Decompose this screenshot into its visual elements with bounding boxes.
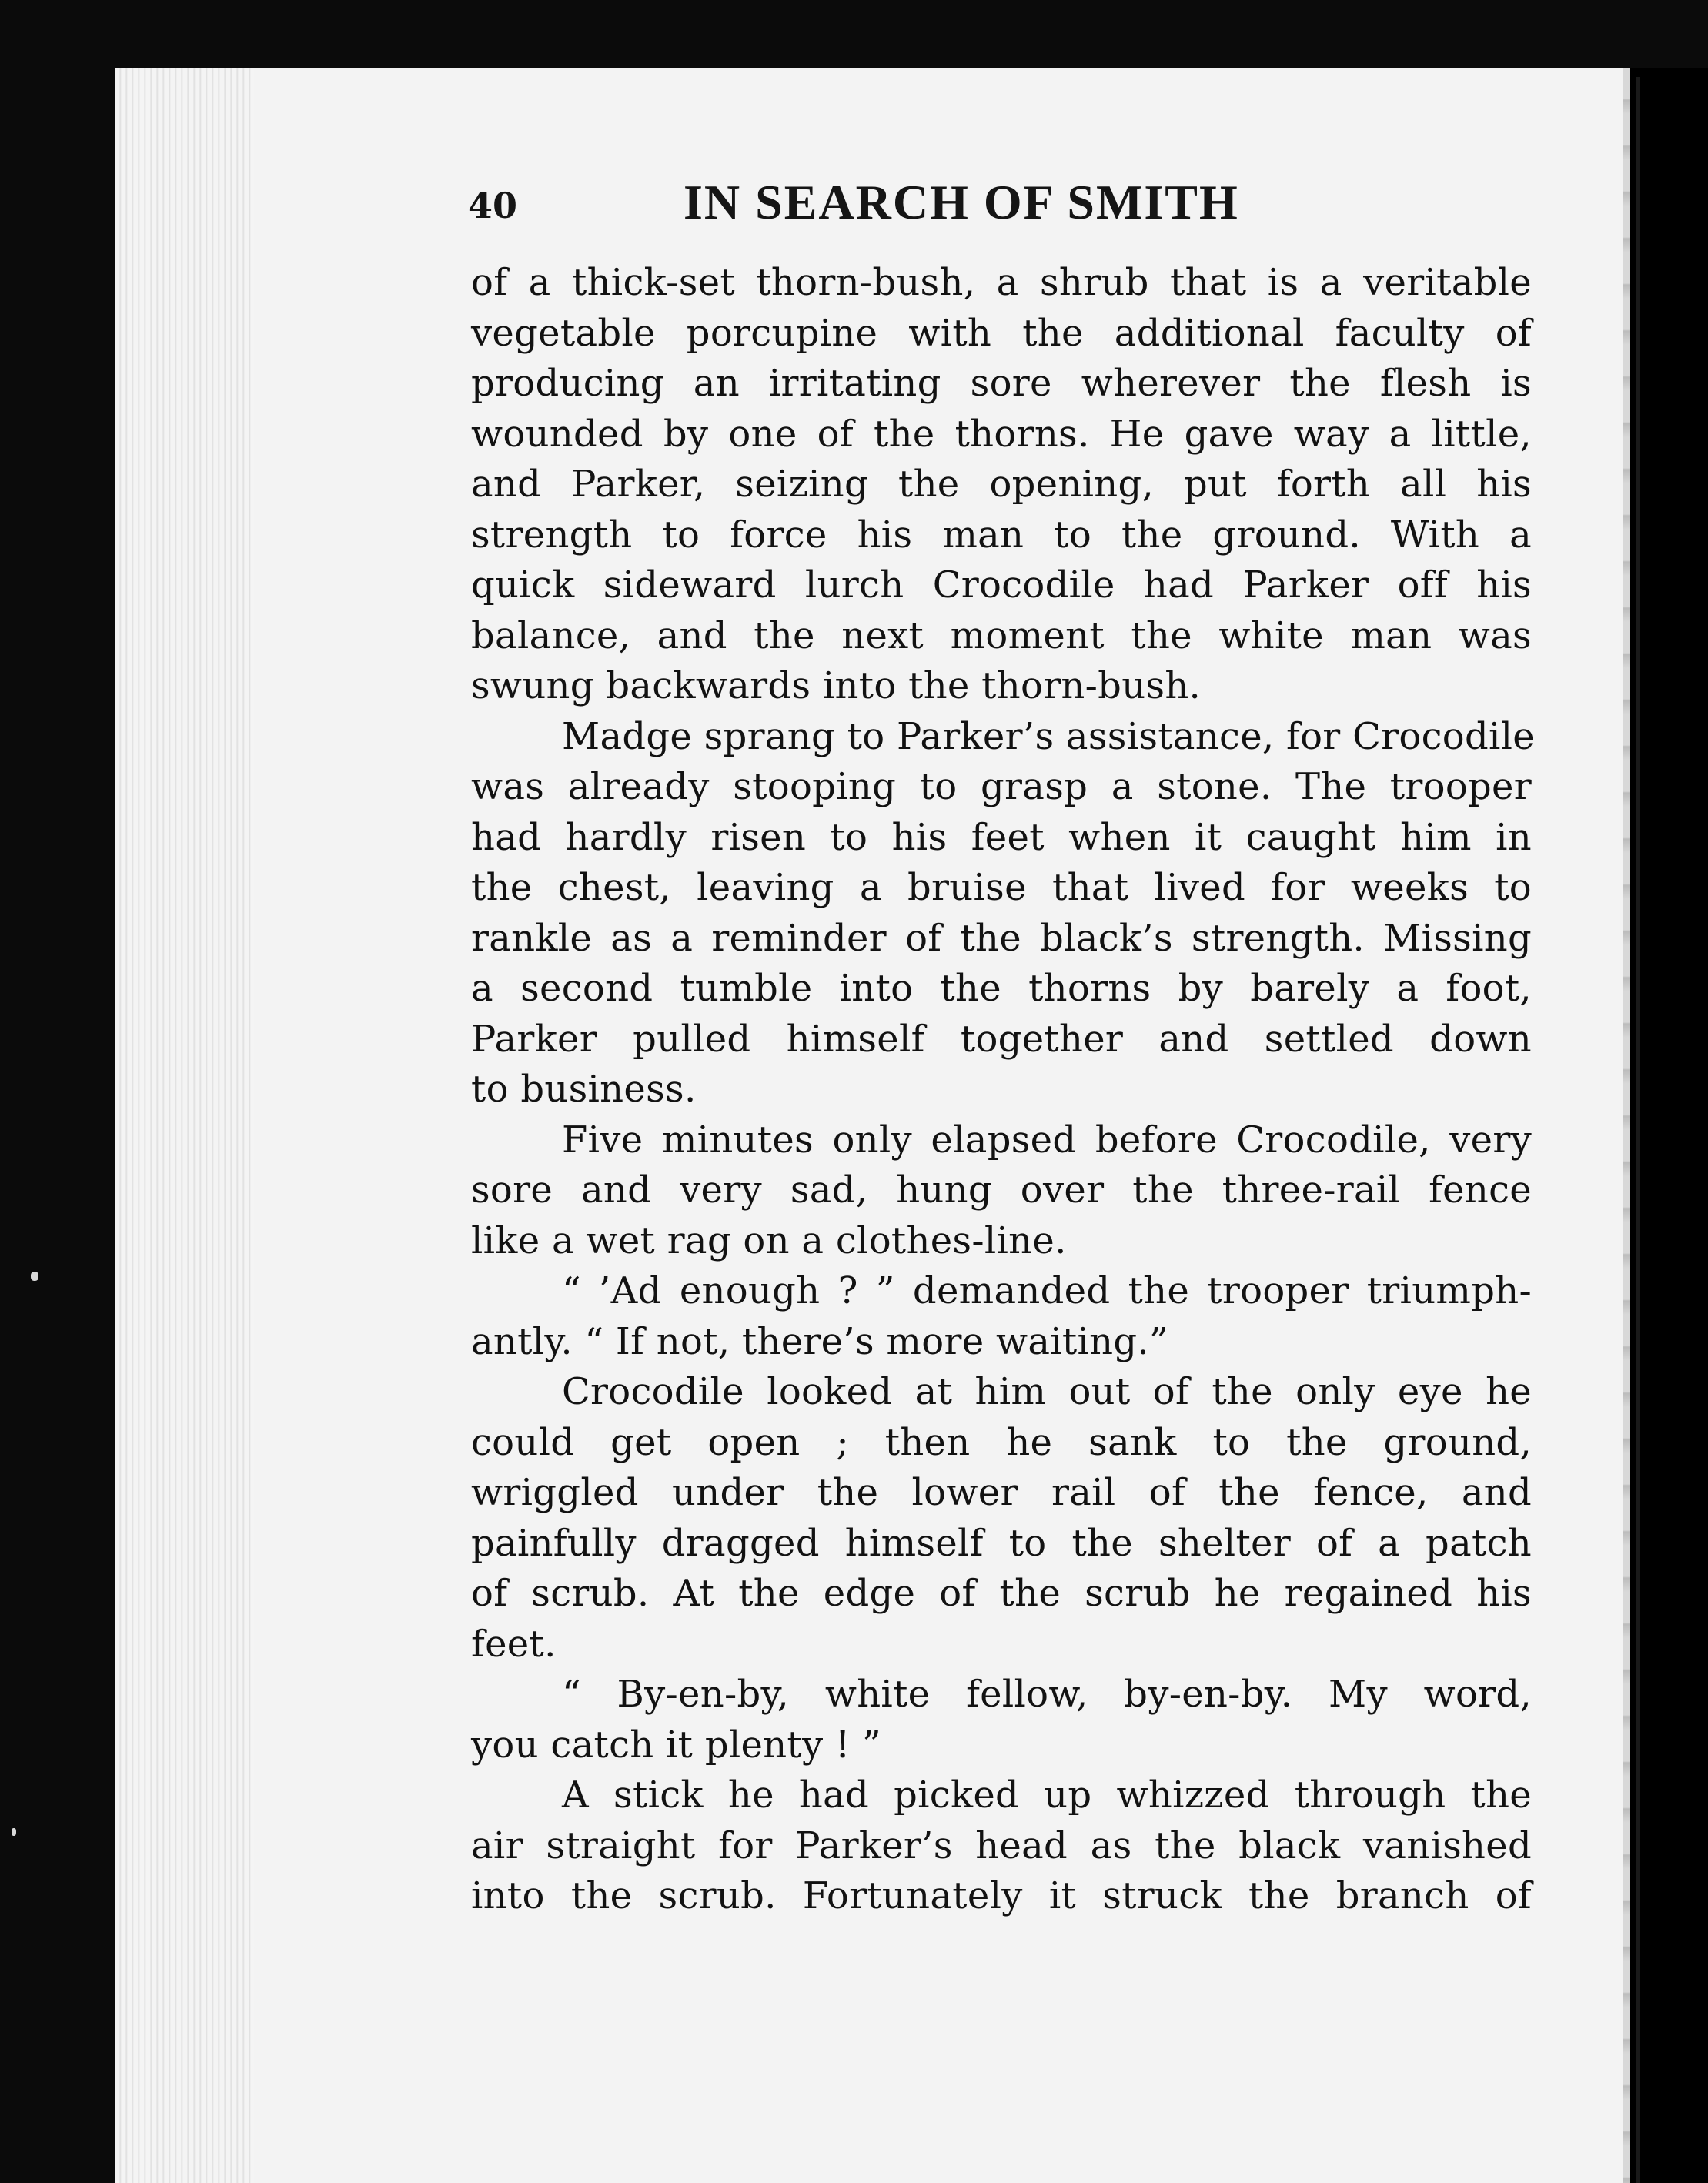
text-line: Parker pulled himself together and settled down (471, 1017, 1532, 1061)
running-head (468, 174, 1315, 236)
text-line: “ ’Ad enough ? ” demanded the trooper triumph- (562, 1269, 1532, 1312)
text-line: balance, and the next moment the white man was (471, 613, 1532, 657)
text-line: Madge sprang to Parker’s assistance, for Crocodile (562, 714, 1535, 758)
text-line: quick sideward lurch Crocodile had Parker off his (471, 563, 1532, 607)
binding-shadow (1636, 77, 1640, 2183)
text-line: into the scrub. Fortunately it struck the branch of (471, 1874, 1532, 1917)
text-line: A stick he had picked up whizzed through the (562, 1773, 1532, 1817)
text-line: rankle as a reminder of the black’s strength. Missing (471, 916, 1532, 960)
page-number: 40 (468, 185, 518, 226)
body-text (471, 258, 1535, 1922)
text-line: of scrub. At the edge of the scrub he regained his (471, 1572, 1532, 1615)
text-line: a second tumble into the thorns by barely a foot, (471, 967, 1532, 1010)
text-line: antly. “ If not, there’s more waiting.” (471, 1319, 1168, 1363)
text-line: vegetable porcupine with the additional faculty of (471, 311, 1532, 355)
text-line: “ By-en-by, white fellow, by-en-by. My word, (562, 1673, 1532, 1716)
book-title: IN SEARCH OF SMITH (684, 175, 1239, 229)
text-line: swung backwards into the thorn-bush. (471, 664, 1202, 707)
text-line: had hardly risen to his feet when it caught him in (471, 815, 1532, 859)
text-line: Five minutes only elapsed before Crocodile, very (562, 1118, 1532, 1162)
text-line: air straight for Parker’s head as the black vanished (471, 1824, 1532, 1867)
text-line: painfully dragged himself to the shelter of a patch (471, 1521, 1532, 1565)
text-line: the chest, leaving a bruise that lived for weeks to (471, 866, 1532, 909)
text-line: Crocodile looked at him out of the only eye he (562, 1370, 1532, 1413)
text-line: and Parker, seizing the opening, put forth all his (471, 463, 1532, 506)
text-line: to business. (471, 1068, 697, 1111)
text-line: of a thick-set thorn-bush, a shrub that is a veritable (471, 261, 1532, 304)
text-line: could get open ; then he sank to the ground, (471, 1420, 1532, 1464)
book-binding (1630, 68, 1708, 2183)
text-line: strength to force his man to the ground. With a (471, 513, 1532, 557)
text-line: sore and very sad, hung over the three-rail fence (471, 1168, 1532, 1212)
text-line: like a wet rag on a clothes-line. (471, 1219, 1067, 1262)
text-line: was already stooping to grasp a stone. The trooper (471, 765, 1532, 808)
text-line: you catch it plenty ! ” (471, 1723, 881, 1767)
text-line: wounded by one of the thorns. He gave way a little, (471, 412, 1532, 456)
text-line: feet. (471, 1622, 557, 1666)
scan-speck (12, 1828, 16, 1836)
text-line: wriggled under the lower rail of the fence, and (471, 1471, 1532, 1514)
text-line: producing an irritating sore wherever the flesh is (471, 362, 1532, 405)
scan-speck (31, 1272, 38, 1281)
page-edge-right (1623, 68, 1630, 2183)
page-edge-left (115, 68, 258, 2183)
